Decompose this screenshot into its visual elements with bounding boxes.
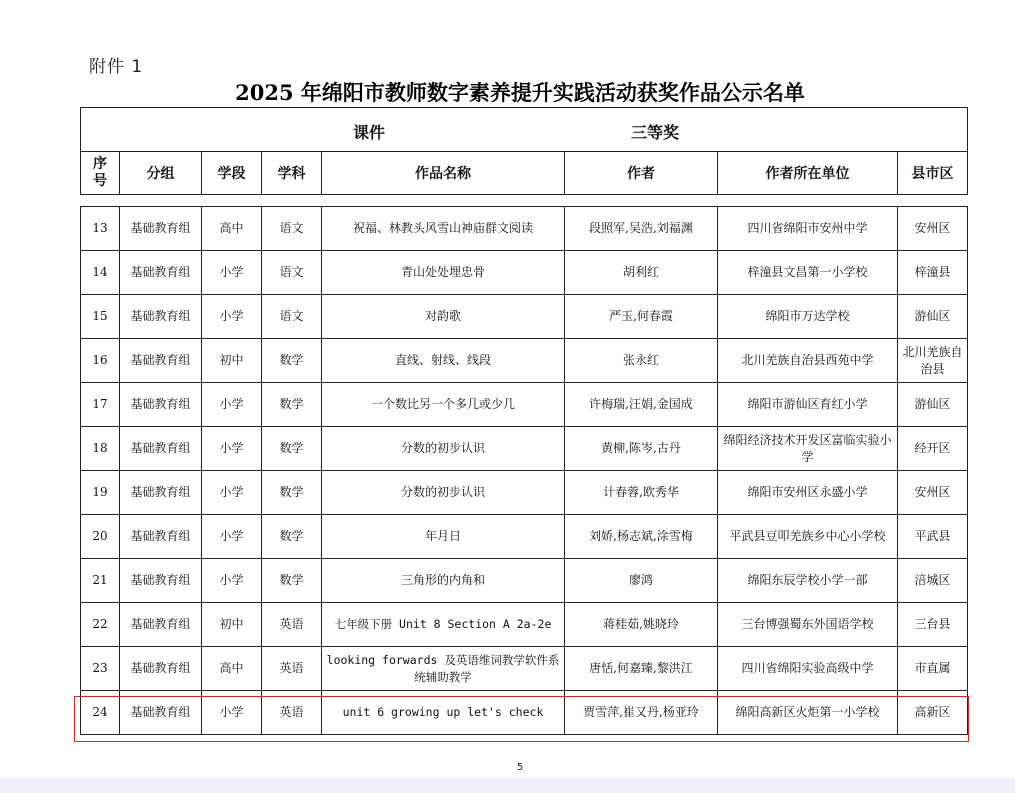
cell-title: 一个数比另一个多几或少几	[322, 383, 565, 427]
cell-no: 14	[81, 251, 120, 295]
cell-title: looking forwards 及英语维词教学软件系统辅助教学	[322, 647, 565, 691]
table-row	[81, 647, 968, 691]
table-row	[81, 295, 968, 339]
cell-district: 梓潼县	[898, 251, 968, 295]
cell-title: 祝福、林教头风雪山神庙群文阅读	[322, 207, 565, 251]
cell-district: 北川羌族自治县	[898, 339, 968, 383]
seq-header-line: 号	[93, 173, 107, 189]
table-row	[81, 427, 968, 471]
document-title: 2025 年绵阳市教师数字素养提升实践活动获奖作品公示名单	[235, 80, 805, 105]
cell-district: 安州区	[898, 207, 968, 251]
table-row	[81, 383, 968, 427]
table-row	[81, 559, 968, 603]
column-header-district: 县市区	[898, 152, 968, 195]
cell-authors: 段照军,吴浩,刘福渊	[565, 207, 718, 251]
cell-authors: 胡利红	[565, 251, 718, 295]
column-header-authors: 作者	[565, 152, 718, 195]
cell-title: 三角形的内角和	[322, 559, 565, 603]
cell-authors: 廖鸿	[565, 559, 718, 603]
cell-stage: 小学	[202, 691, 262, 735]
cell-subject: 数学	[262, 383, 322, 427]
cell-district: 游仙区	[898, 383, 968, 427]
attachment-label: 附件 1	[89, 57, 144, 77]
cell-district: 涪城区	[898, 559, 968, 603]
cell-stage: 小学	[202, 559, 262, 603]
column-header-group: 分组	[120, 152, 202, 195]
cell-title: 分数的初步认识	[322, 471, 565, 515]
cell-title: 直线、射线、线段	[322, 339, 565, 383]
table-row	[81, 603, 968, 647]
cell-no: 13	[81, 207, 120, 251]
cell-no: 22	[81, 603, 120, 647]
cell-no: 16	[81, 339, 120, 383]
cell-district: 游仙区	[898, 295, 968, 339]
cell-authors: 张永红	[565, 339, 718, 383]
cell-group: 基础教育组	[120, 471, 202, 515]
table-row	[81, 691, 968, 735]
cell-unit: 北川羌族自治县西苑中学	[718, 339, 898, 383]
cell-authors: 计春蓉,欧秀华	[565, 471, 718, 515]
column-header-seq	[81, 152, 120, 195]
cell-no: 18	[81, 427, 120, 471]
cell-group: 基础教育组	[120, 383, 202, 427]
viewer-bottom-strip	[0, 778, 1015, 793]
cell-title: 分数的初步认识	[322, 427, 565, 471]
cell-unit: 绵阳市安州区永盛小学	[718, 471, 898, 515]
cell-no: 23	[81, 647, 120, 691]
cell-subject: 数学	[262, 515, 322, 559]
cell-district: 高新区	[898, 691, 968, 735]
page-number: 5	[516, 762, 524, 773]
cell-no: 20	[81, 515, 120, 559]
cell-title: 青山处处埋忠骨	[322, 251, 565, 295]
cell-authors: 黄柳,陈岑,古丹	[565, 427, 718, 471]
column-header-title: 作品名称	[322, 152, 565, 195]
cell-unit: 绵阳东辰学校小学一部	[718, 559, 898, 603]
table-header	[80, 107, 968, 195]
award-label: 三等奖	[631, 123, 680, 142]
cell-unit: 绵阳高新区火炬第一小学校	[718, 691, 898, 735]
cell-group: 基础教育组	[120, 339, 202, 383]
cell-no: 21	[81, 559, 120, 603]
category-row	[81, 108, 968, 152]
cell-group: 基础教育组	[120, 691, 202, 735]
column-header-subject: 学科	[262, 152, 322, 195]
seq-header-line: 序	[93, 156, 107, 172]
cell-district: 市直属	[898, 647, 968, 691]
cell-unit: 四川省绵阳实验高级中学	[718, 647, 898, 691]
cell-stage: 初中	[202, 603, 262, 647]
cell-stage: 初中	[202, 339, 262, 383]
column-header-unit: 作者所在单位	[718, 152, 898, 195]
cell-group: 基础教育组	[120, 251, 202, 295]
cell-unit: 平武县豆叩羌族乡中心小学校	[718, 515, 898, 559]
cell-unit: 梓潼县文昌第一小学校	[718, 251, 898, 295]
cell-unit: 绵阳市万达学校	[718, 295, 898, 339]
cell-title: unit 6 growing up let's check	[322, 691, 565, 735]
cell-stage: 高中	[202, 647, 262, 691]
cell-stage: 小学	[202, 471, 262, 515]
cell-subject: 语文	[262, 251, 322, 295]
cell-stage: 小学	[202, 383, 262, 427]
cell-unit: 四川省绵阳市安州中学	[718, 207, 898, 251]
table-row	[81, 251, 968, 295]
cell-title: 七年级下册 Unit 8 Section A 2a-2e	[322, 603, 565, 647]
cell-authors: 严玉,何春霞	[565, 295, 718, 339]
cell-group: 基础教育组	[120, 647, 202, 691]
cell-unit: 绵阳市游仙区育红小学	[718, 383, 898, 427]
cell-no: 15	[81, 295, 120, 339]
cell-subject: 英语	[262, 691, 322, 735]
table-row	[81, 207, 968, 251]
cell-district: 安州区	[898, 471, 968, 515]
cell-authors: 蒋桂茹,姚晓玲	[565, 603, 718, 647]
cell-subject: 英语	[262, 603, 322, 647]
cell-group: 基础教育组	[120, 207, 202, 251]
cell-subject: 数学	[262, 427, 322, 471]
cell-subject: 数学	[262, 339, 322, 383]
cell-group: 基础教育组	[120, 427, 202, 471]
cell-authors: 刘娇,杨志斌,涂雪梅	[565, 515, 718, 559]
cell-group: 基础教育组	[120, 515, 202, 559]
cell-subject: 数学	[262, 559, 322, 603]
cell-authors: 唐恬,何嘉臻,黎洪江	[565, 647, 718, 691]
cell-stage: 小学	[202, 427, 262, 471]
table-row	[81, 471, 968, 515]
cell-subject: 英语	[262, 647, 322, 691]
table-row	[81, 339, 968, 383]
table-row	[81, 515, 968, 559]
cell-stage: 高中	[202, 207, 262, 251]
cell-subject: 数学	[262, 471, 322, 515]
cell-district: 经开区	[898, 427, 968, 471]
cell-group: 基础教育组	[120, 559, 202, 603]
cell-subject: 语文	[262, 207, 322, 251]
cell-district: 三台县	[898, 603, 968, 647]
cell-no: 19	[81, 471, 120, 515]
cell-no: 24	[81, 691, 120, 735]
cell-stage: 小学	[202, 251, 262, 295]
cell-unit: 绵阳经济技术开发区富临实验小学	[718, 427, 898, 471]
cell-subject: 语文	[262, 295, 322, 339]
cell-group: 基础教育组	[120, 295, 202, 339]
cell-stage: 小学	[202, 295, 262, 339]
cell-stage: 小学	[202, 515, 262, 559]
category-label: 课件	[353, 123, 386, 142]
column-header-stage: 学段	[202, 152, 262, 195]
cell-no: 17	[81, 383, 120, 427]
cell-title: 年月日	[322, 515, 565, 559]
cell-title: 对韵歌	[322, 295, 565, 339]
cell-authors: 贾雪萍,崔又丹,杨亚玲	[565, 691, 718, 735]
awards-table	[80, 206, 968, 735]
cell-authors: 许梅瑞,汪娟,金国成	[565, 383, 718, 427]
cell-district: 平武县	[898, 515, 968, 559]
cell-group: 基础教育组	[120, 603, 202, 647]
cell-unit: 三台博强蜀东外国语学校	[718, 603, 898, 647]
